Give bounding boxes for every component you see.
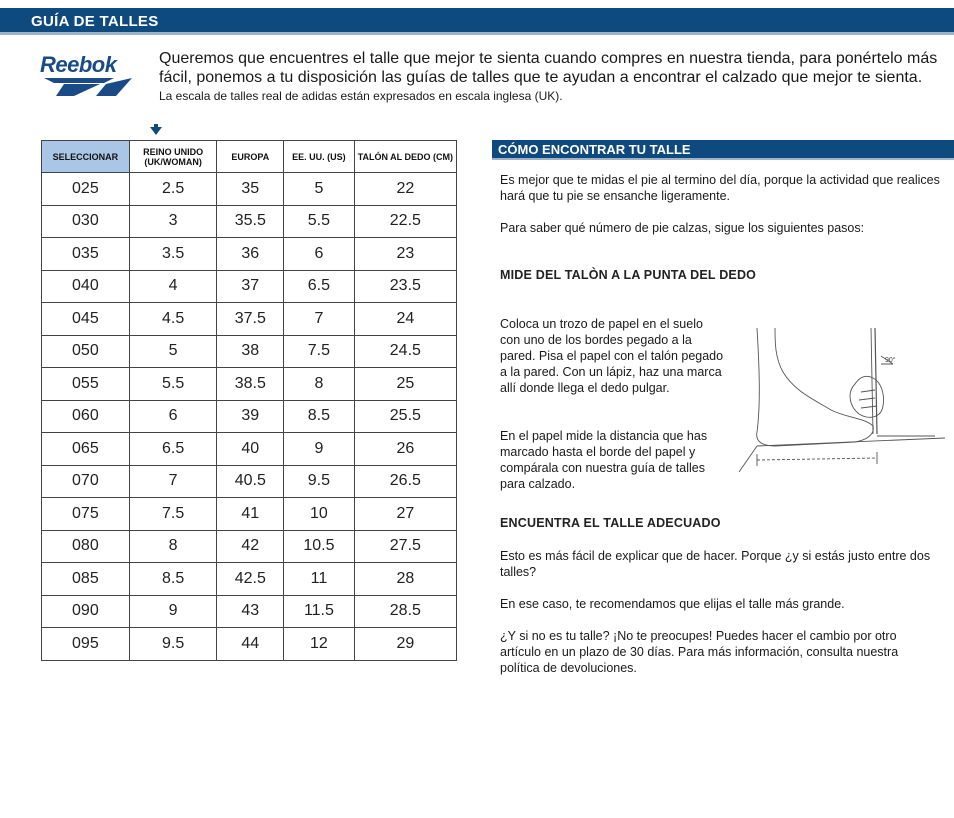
- europe-cell: 42.5: [217, 563, 284, 596]
- angle-label: 90°: [885, 357, 896, 364]
- header-bar: [0, 8, 954, 35]
- cm-cell: 22.5: [354, 205, 456, 238]
- guide-title-bar: [492, 140, 954, 160]
- europe-cell: 40: [217, 433, 284, 466]
- us-cell: 11: [284, 563, 355, 596]
- uk-cell: 8: [129, 530, 217, 563]
- fit-question-text: Esto es más fácil de explicar que de hacer. Porque ¿y si estás justo entre dos talles?: [500, 549, 931, 579]
- cm-cell: 24: [354, 303, 456, 336]
- uk-cell: 4: [129, 270, 217, 303]
- table-row[interactable]: [42, 595, 457, 628]
- header-uk: REINO UNIDO (UK/WOMAN): [129, 141, 217, 173]
- step-compare-text: En el papel mide la distancia que has marcado hasta el borde del papel y compárala con nuestra guía de talles para calzado.: [500, 429, 708, 491]
- uk-cell: 5: [129, 335, 217, 368]
- table-row[interactable]: [42, 238, 457, 271]
- cm-cell: 27: [354, 498, 456, 531]
- table-row[interactable]: [42, 173, 457, 206]
- europe-cell: 38.5: [217, 368, 284, 401]
- table-row[interactable]: [42, 433, 457, 466]
- europe-cell: 43: [217, 595, 284, 628]
- cm-cell: 23: [354, 238, 456, 271]
- select-cell[interactable]: 065: [42, 433, 130, 466]
- uk-cell: 2.5: [129, 173, 217, 206]
- cm-cell: 27.5: [354, 530, 456, 563]
- us-cell: 6: [284, 238, 355, 271]
- fit-recommendation-text: En ese caso, te recomendamos que elijas el talle más grande.: [500, 597, 845, 611]
- select-cell[interactable]: 050: [42, 335, 130, 368]
- page-title: GUÍA DE TALLES: [31, 13, 159, 30]
- europe-cell: 37.5: [217, 303, 284, 336]
- select-cell[interactable]: 025: [42, 173, 130, 206]
- step-heading-measure: MIDE DEL TALÒN A LA PUNTA DEL DEDO: [500, 268, 757, 282]
- select-cell[interactable]: 070: [42, 465, 130, 498]
- reebok-logo: [40, 52, 138, 100]
- europe-cell: 39: [217, 400, 284, 433]
- table-row[interactable]: [42, 205, 457, 238]
- cm-cell: 24.5: [354, 335, 456, 368]
- cm-cell: 25: [354, 368, 456, 401]
- us-cell: 11.5: [284, 595, 355, 628]
- select-cell[interactable]: 045: [42, 303, 130, 336]
- uk-cell: 6: [129, 400, 217, 433]
- us-cell: 10.5: [284, 530, 355, 563]
- foot-measure-illustration: [735, 322, 945, 477]
- arrow-down-icon: [150, 124, 162, 135]
- us-cell: 5: [284, 173, 355, 206]
- cm-cell: 25.5: [354, 400, 456, 433]
- us-cell: 5.5: [284, 205, 355, 238]
- table-row[interactable]: [42, 368, 457, 401]
- table-header-row: [42, 141, 457, 173]
- table-row[interactable]: [42, 303, 457, 336]
- returns-text: ¿Y si no es tu talle? ¡No te preocupes! Puedes hacer el cambio por otro artículo en un plazo de 30 días. Para más información, consulta nuestra política de devoluciones.: [500, 629, 899, 675]
- select-cell[interactable]: 060: [42, 400, 130, 433]
- europe-cell: 42: [217, 530, 284, 563]
- uk-cell: 7.5: [129, 498, 217, 531]
- select-cell[interactable]: 095: [42, 628, 130, 661]
- cm-cell: 29: [354, 628, 456, 661]
- step-measure-text: Coloca un trozo de papel en el suelo con uno de los bordes pegado a la pared. Pisa el papel con el talón pegado a la pared. Con un lápiz, haz una marca allí donde llega el dedo pulgar.: [500, 317, 724, 395]
- intro-text: Queremos que encuentres el talle que mejor te sienta cuando compres en nuestra tienda, para ponértelo más fácil, ponemos a tu disposición las guías de talles que te ayudan a encontrar el calzado que mejor te sienta.: [159, 50, 938, 86]
- step-heading-fit: ENCUENTRA EL TALLE ADECUADO: [500, 516, 721, 530]
- europe-cell: 44: [217, 628, 284, 661]
- europe-cell: 40.5: [217, 465, 284, 498]
- uk-cell: 9.5: [129, 628, 217, 661]
- header-us: EE. UU. (US): [284, 141, 355, 173]
- us-cell: 9: [284, 433, 355, 466]
- table-row[interactable]: [42, 563, 457, 596]
- select-cell[interactable]: 075: [42, 498, 130, 531]
- cm-cell: 26.5: [354, 465, 456, 498]
- intro: [159, 49, 949, 104]
- us-cell: 12: [284, 628, 355, 661]
- table-row[interactable]: [42, 628, 457, 661]
- guide-title: CÓMO ENCONTRAR TU TALLE: [498, 142, 691, 157]
- uk-cell: 9: [129, 595, 217, 628]
- cm-cell: 28.5: [354, 595, 456, 628]
- europe-cell: 38: [217, 335, 284, 368]
- europe-cell: 35.5: [217, 205, 284, 238]
- cm-cell: 26: [354, 433, 456, 466]
- uk-cell: 4.5: [129, 303, 217, 336]
- vector-logo-icon: [44, 74, 136, 100]
- table-row[interactable]: [42, 270, 457, 303]
- table-body: [42, 173, 457, 661]
- us-cell: 8: [284, 368, 355, 401]
- table-row[interactable]: [42, 400, 457, 433]
- uk-cell: 6.5: [129, 433, 217, 466]
- us-cell: 6.5: [284, 270, 355, 303]
- select-cell[interactable]: 040: [42, 270, 130, 303]
- cm-cell: 22: [354, 173, 456, 206]
- uk-cell: 5.5: [129, 368, 217, 401]
- table-row[interactable]: [42, 335, 457, 368]
- table-row[interactable]: [42, 498, 457, 531]
- europe-cell: 41: [217, 498, 284, 531]
- uk-cell: 3.5: [129, 238, 217, 271]
- europe-cell: 36: [217, 238, 284, 271]
- logo-wordmark: Reebok: [40, 52, 117, 77]
- uk-cell: 3: [129, 205, 217, 238]
- size-table: [41, 140, 457, 661]
- guide-steps-intro: Para saber qué número de pie calzas, sigue los siguientes pasos:: [500, 221, 865, 235]
- us-cell: 7: [284, 303, 355, 336]
- cm-cell: 28: [354, 563, 456, 596]
- table-row[interactable]: [42, 465, 457, 498]
- uk-cell: 7: [129, 465, 217, 498]
- intro-note: La escala de talles real de adidas están expresados en escala inglesa (UK).: [159, 89, 563, 103]
- us-cell: 8.5: [284, 400, 355, 433]
- header-select[interactable]: SELECCIONAR: [42, 141, 130, 173]
- us-cell: 9.5: [284, 465, 355, 498]
- select-cell[interactable]: 055: [42, 368, 130, 401]
- guide-intro: Es mejor que te midas el pie al termino del día, porque la actividad que realices hará que tu pie se ensanche ligeramente.: [500, 173, 940, 203]
- select-cell[interactable]: 030: [42, 205, 130, 238]
- us-cell: 10: [284, 498, 355, 531]
- us-cell: 7.5: [284, 335, 355, 368]
- header-europe: EUROPA: [217, 141, 284, 173]
- select-cell[interactable]: 080: [42, 530, 130, 563]
- europe-cell: 37: [217, 270, 284, 303]
- select-cell[interactable]: 090: [42, 595, 130, 628]
- header-cm: TALÓN AL DEDO (CM): [354, 141, 456, 173]
- cm-cell: 23.5: [354, 270, 456, 303]
- europe-cell: 35: [217, 173, 284, 206]
- select-cell[interactable]: 035: [42, 238, 130, 271]
- uk-cell: 8.5: [129, 563, 217, 596]
- select-cell[interactable]: 085: [42, 563, 130, 596]
- table-row[interactable]: [42, 530, 457, 563]
